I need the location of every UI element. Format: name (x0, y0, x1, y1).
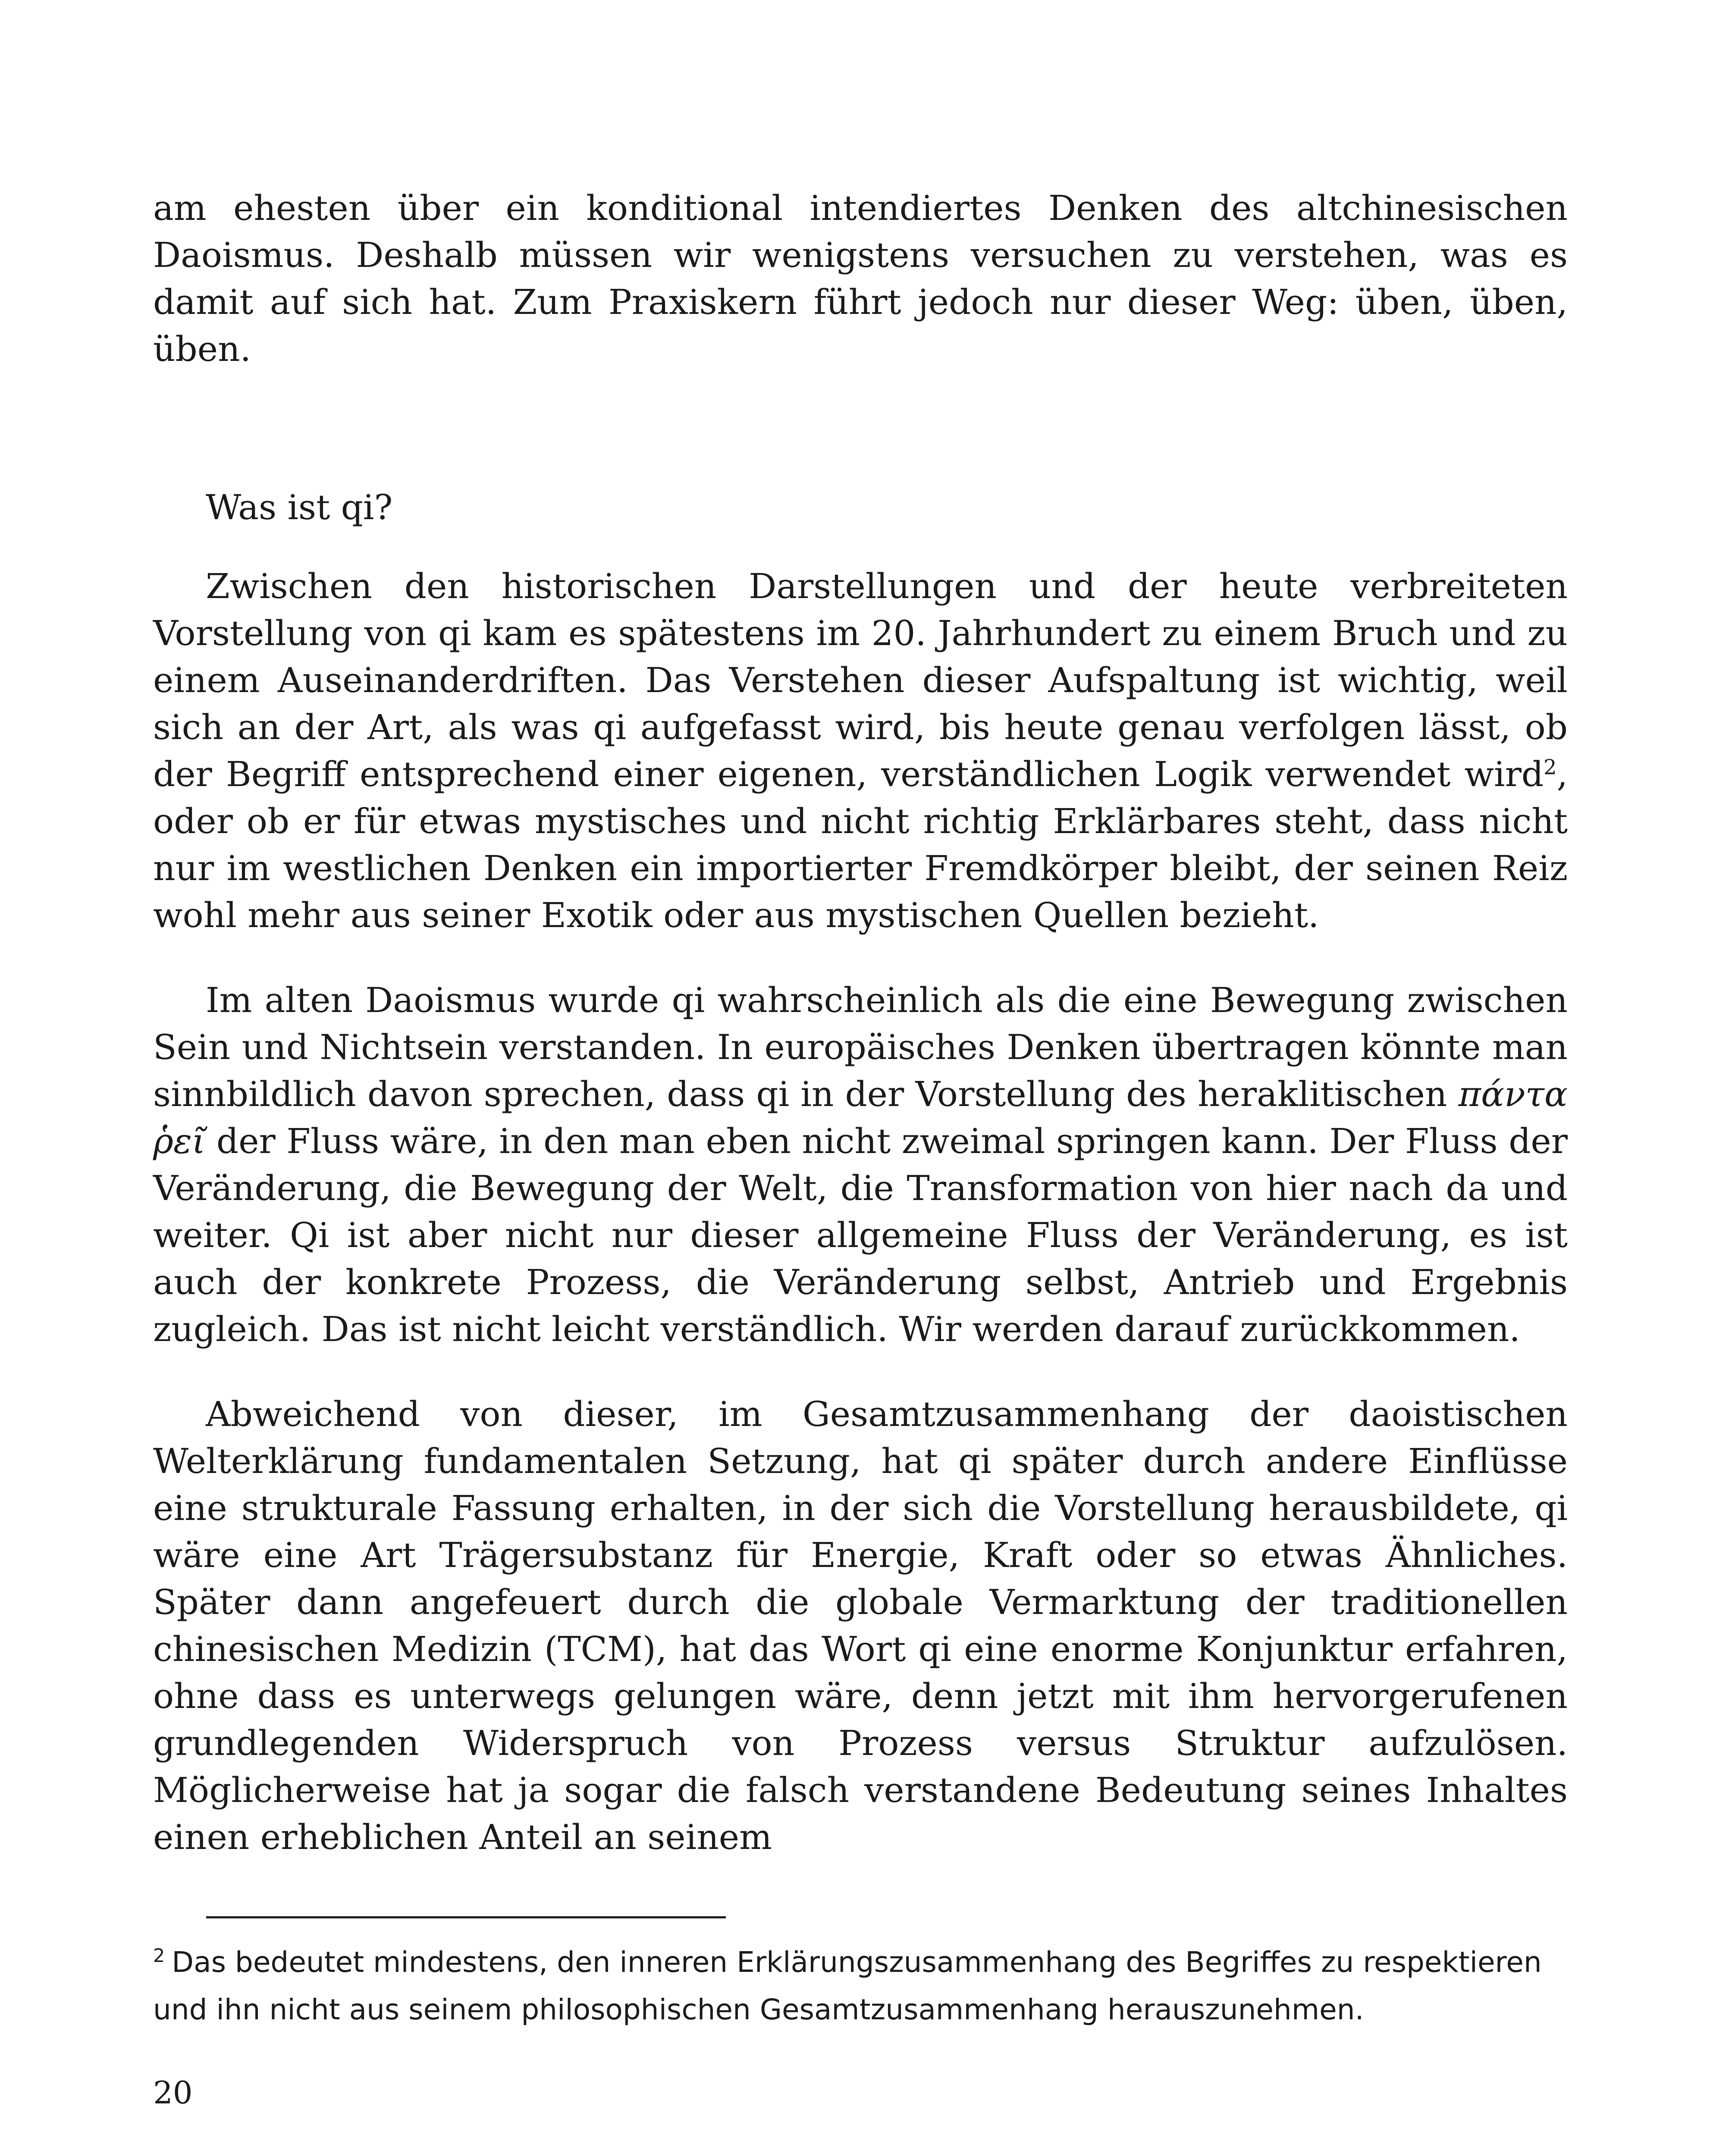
paragraph-2 (153, 977, 1568, 1353)
footnote (153, 1939, 1546, 2034)
paragraph-2-text-a: Im alten Daoismus wurde qi wahrscheinlich als die eine Bewegung zwischen Sein und Nichtsein verstanden. In europäisches Denken übertragen könnte man sinnbildlich davon sprechen, dass qi in der Vorstellung des heraklitischen (153, 980, 1568, 1114)
paragraph-1 (153, 563, 1568, 939)
section-heading: Was ist qi? (206, 487, 393, 527)
intro-paragraph: am ehesten über ein konditional intendiertes Denken des altchinesischen Daoismus. Deshalb müssen wir wenigstens versuchen zu verstehen, was es damit auf sich hat. Zum Praxiskern führt jedoch nur dieser Weg: üben, üben, üben. (153, 188, 1568, 369)
paragraph-3: Abweichend von dieser, im Gesamtzusammenhang der daoistischen Welterklärung fundamentalen Setzung, hat qi später durch andere Einflüsse eine strukturale Fassung erhalten, in der sich die Vorstellung herausbildete, qi wäre eine Art Trägersubstanz für Energie, Kraft oder so etwas Ähnliches. Später dann angefeuert durch die globale Vermarktung der traditionellen chinesischen Medizin (TCM), hat das Wort qi eine enorme Konjunktur erfahren, ohne dass es unterwegs gelungen wäre, denn jetzt mit ihm hervorgerufenen grundlegenden Widerspruch von Prozess versus Struktur aufzulösen. Möglicherweise hat ja sogar die falsch verstandene Bedeutung seines Inhaltes einen erheblichen Anteil an seinem (153, 1394, 1568, 1857)
page-number: 20 (153, 2075, 193, 2111)
footnote-divider (206, 1916, 726, 1918)
footnote-marker: 2 (153, 1945, 165, 1967)
footnote-text: Das bedeutet mindestens, den inneren Erklärungszusammenhang des Begriffes zu respektieren und ihn nicht aus seinem philosophischen Gesamtzusammenhang herauszunehmen. (153, 1946, 1542, 2026)
paragraph-1-text-b: , oder ob er für etwas mystisches und nicht richtig Erklärbares steht, dass nicht nur im westlichen Denken ein importierter Fremdkörper bleibt, der seinen Reiz wohl mehr aus seiner Exotik oder aus mystischen Quellen bezieht. (153, 754, 1568, 935)
paragraph-1-text-a: Zwischen den historischen Darstellungen und der heute verbreiteten Vorstellung von qi kam es spätestens im 20. Jahrhundert zu einem Bruch und zu einem Auseinanderdriften. Das Verstehen dieser Aufspaltung ist wichtig, weil sich an der Art, als was qi aufgefasst wird, bis heute genau verfolgen lässt, ob der Begriff entsprechend einer eigenen, verständlichen Logik verwendet wird (153, 566, 1568, 794)
greek-quote: πάντα ῥεῖ (153, 1074, 1568, 1161)
paragraph-2-text-b: der Fluss wäre, in den man eben nicht zweimal springen kann. Der Fluss der Veränderung, die Bewegung der Welt, die Transformation von hier nach da und weiter. Qi ist aber nicht nur dieser allgemeine Fluss der Veränderung, es ist auch der konkrete Prozess, die Veränderung selbst, Antrieb und Ergebnis zugleich. Das ist nicht leicht verständlich. Wir werden darauf zurückkommen. (153, 1121, 1568, 1349)
footnote-reference[interactable]: 2 (1544, 755, 1557, 780)
